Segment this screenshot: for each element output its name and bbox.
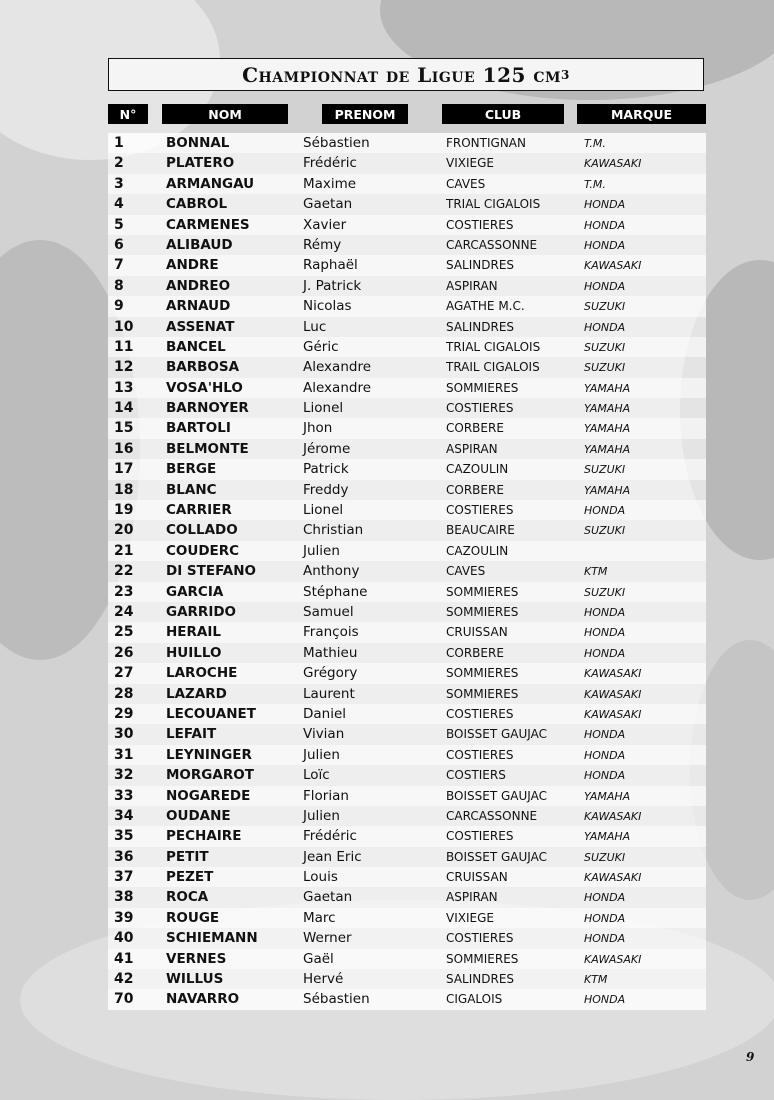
- cell-prenom: Sébastien: [303, 135, 370, 151]
- cell-num: 32: [114, 767, 134, 784]
- cell-nom: GARRIDO: [166, 603, 237, 620]
- cell-num: 30: [114, 726, 134, 743]
- cell-prenom: J. Patrick: [303, 277, 362, 294]
- cell-marque: YAMAHA: [584, 402, 631, 416]
- cell-num: 7: [114, 257, 124, 274]
- table-row: [108, 582, 706, 602]
- cell-club: BEAUCAIRE: [446, 523, 515, 538]
- cell-nom: BELMONTE: [166, 440, 249, 457]
- cell-nom: LECOUANET: [166, 705, 256, 722]
- cell-club: ASPIRAN: [446, 890, 498, 905]
- cell-club: SALINDRES: [446, 972, 515, 987]
- cell-club: CARCASSONNE: [446, 808, 538, 823]
- cell-nom: MORGAROT: [166, 767, 254, 784]
- cell-club: CAZOULIN: [446, 543, 509, 558]
- cell-marque: SUZUKI: [584, 300, 626, 314]
- cell-marque: HONDA: [584, 748, 626, 762]
- cell-marque: HONDA: [584, 769, 626, 783]
- table-row: [108, 643, 706, 663]
- cell-marque: HONDA: [584, 218, 626, 232]
- cell-nom: ALIBAUD: [166, 236, 233, 253]
- table-row: [108, 826, 706, 846]
- cell-num: 5: [114, 216, 124, 233]
- cell-marque: SUZUKI: [584, 585, 626, 599]
- cell-num: 39: [114, 909, 134, 926]
- cell-prenom: François: [303, 624, 359, 641]
- cell-marque: HONDA: [584, 504, 626, 518]
- cell-prenom: Laurent: [303, 685, 355, 702]
- table-row: [108, 867, 706, 887]
- table-row: [108, 215, 706, 235]
- table-row: [108, 786, 706, 806]
- cell-num: 25: [114, 624, 134, 641]
- cell-nom: BONNAL: [166, 135, 230, 151]
- table-row: [108, 378, 706, 398]
- page-title: [108, 58, 704, 91]
- cell-num: 12: [114, 359, 134, 376]
- cell-marque: SUZUKI: [584, 850, 626, 864]
- table-row: [108, 317, 706, 337]
- cell-club: BOISSET GAUJAC: [446, 849, 547, 864]
- cell-club: CORBERE: [446, 482, 504, 497]
- cell-marque: SUZUKI: [584, 361, 626, 375]
- cell-num: 1: [114, 135, 124, 151]
- cell-num: 20: [114, 522, 134, 539]
- cell-prenom: Julien: [303, 807, 340, 824]
- cell-prenom: Nicolas: [303, 298, 352, 315]
- cell-num: 27: [114, 665, 134, 682]
- cell-nom: BLANC: [166, 481, 217, 498]
- cell-prenom: Louis: [303, 869, 338, 886]
- cell-club: SALINDRES: [446, 319, 515, 334]
- cell-marque: KAWASAKI: [584, 952, 642, 966]
- cell-nom: HUILLO: [166, 644, 222, 661]
- cell-nom: PECHAIRE: [166, 828, 242, 845]
- cell-club: COSTIERES: [446, 217, 514, 232]
- cell-club: TRAIL CIGALOIS: [446, 360, 540, 375]
- cell-marque: YAMAHA: [584, 381, 631, 395]
- header-prenom: PRENOM: [322, 104, 408, 124]
- cell-club: CIGALOIS: [446, 992, 503, 1007]
- cell-club: SOMMIERES: [446, 686, 519, 701]
- cell-prenom: Hervé: [303, 971, 344, 988]
- cell-prenom: Julien: [303, 746, 340, 763]
- table-row: [108, 704, 706, 724]
- cell-club: VIXIEGE: [446, 156, 494, 171]
- table-row: [108, 480, 706, 500]
- cell-nom: BARTOLI: [166, 420, 231, 437]
- table-row: [108, 174, 706, 194]
- table-row: [108, 398, 706, 418]
- cell-nom: LEFAIT: [166, 726, 217, 743]
- cell-marque: SUZUKI: [584, 463, 626, 477]
- table-row: [108, 663, 706, 683]
- cell-marque: KAWASAKI: [584, 809, 642, 823]
- table-row: [108, 989, 706, 1009]
- cell-marque: KAWASAKI: [584, 259, 642, 273]
- table-row: [108, 439, 706, 459]
- cell-prenom: Stéphane: [303, 583, 368, 600]
- table-row: [108, 459, 706, 479]
- cell-marque: KAWASAKI: [584, 707, 642, 721]
- cell-num: 35: [114, 828, 134, 845]
- cell-club: SOMMIERES: [446, 604, 519, 619]
- cell-nom: CABROL: [166, 196, 228, 213]
- cell-nom: ANDREO: [166, 277, 231, 294]
- header-marque: MARQUE: [577, 104, 706, 124]
- cell-club: SOMMIERES: [446, 380, 519, 395]
- cell-num: 19: [114, 502, 134, 519]
- table-row: [108, 337, 706, 357]
- table-row: [108, 684, 706, 704]
- page-number: 9: [746, 1050, 755, 1064]
- cell-num: 42: [114, 971, 134, 988]
- cell-nom: VOSA'HLO: [166, 379, 243, 396]
- cell-club: CARCASSONNE: [446, 237, 538, 252]
- cell-marque: HONDA: [584, 932, 626, 946]
- cell-prenom: Lionel: [303, 502, 344, 519]
- table-header: [0, 104, 774, 124]
- cell-nom: GARCIA: [166, 583, 224, 600]
- table-row: [108, 622, 706, 642]
- cell-num: 24: [114, 603, 134, 620]
- table-row: [108, 969, 706, 989]
- cell-prenom: Anthony: [303, 563, 360, 580]
- cell-marque: KAWASAKI: [584, 157, 642, 171]
- cell-club: COSTIERS: [446, 768, 506, 783]
- cell-marque: HONDA: [584, 891, 626, 905]
- table-row: [108, 296, 706, 316]
- cell-nom: OUDANE: [166, 807, 231, 824]
- cell-prenom: Marc: [303, 909, 336, 926]
- cell-nom: BARNOYER: [166, 400, 249, 417]
- cell-club: ASPIRAN: [446, 278, 498, 293]
- cell-nom: ROUGE: [166, 909, 220, 926]
- cell-num: 13: [114, 379, 134, 396]
- cell-club: CRUISSAN: [446, 870, 508, 885]
- cell-num: 11: [114, 338, 134, 355]
- cell-marque: HONDA: [584, 728, 626, 742]
- cell-prenom: Christian: [303, 522, 364, 539]
- cell-nom: ANDRE: [166, 257, 219, 274]
- cell-prenom: Freddy: [303, 481, 349, 498]
- cell-marque: KAWASAKI: [584, 871, 642, 885]
- cell-marque: YAMAHA: [584, 422, 631, 436]
- cell-prenom: Luc: [303, 318, 327, 335]
- cell-club: CRUISSAN: [446, 625, 508, 640]
- table-row: [108, 847, 706, 867]
- table-row: [108, 194, 706, 214]
- cell-nom: BARBOSA: [166, 359, 240, 376]
- cell-num: 18: [114, 481, 134, 498]
- cell-prenom: Gaetan: [303, 889, 353, 906]
- cell-club: AGATHE M.C.: [446, 299, 525, 314]
- cell-club: CAVES: [446, 564, 486, 579]
- cell-num: 26: [114, 644, 134, 661]
- cell-club: COSTIERES: [446, 401, 514, 416]
- cell-nom: ROCA: [166, 889, 209, 906]
- table-row: [108, 357, 706, 377]
- cell-prenom: Vivian: [303, 726, 345, 743]
- cell-num: 2: [114, 155, 124, 172]
- cell-nom: ASSENAT: [166, 318, 235, 335]
- table-row: [108, 765, 706, 785]
- cell-club: COSTIERES: [446, 747, 514, 762]
- table-row: [108, 561, 706, 581]
- cell-club: CORBERE: [446, 645, 504, 660]
- title-superscript: 3: [561, 67, 570, 82]
- cell-prenom: Gaetan: [303, 196, 353, 213]
- table-row: [108, 276, 706, 296]
- cell-nom: LEYNINGER: [166, 746, 252, 763]
- cell-marque: YAMAHA: [584, 442, 631, 456]
- cell-club: COSTIERES: [446, 931, 514, 946]
- cell-club: ASPIRAN: [446, 441, 498, 456]
- cell-num: 29: [114, 705, 134, 722]
- cell-club: COSTIERES: [446, 829, 514, 844]
- cell-marque: SUZUKI: [584, 524, 626, 538]
- cell-prenom: Frédéric: [303, 828, 357, 845]
- cell-marque: HONDA: [584, 279, 626, 293]
- cell-club: COSTIERES: [446, 503, 514, 518]
- cell-num: 33: [114, 787, 134, 804]
- cell-prenom: Patrick: [303, 461, 349, 478]
- cell-prenom: Florian: [303, 787, 349, 804]
- table-row: [108, 602, 706, 622]
- cell-num: 4: [114, 196, 124, 213]
- cell-prenom: Samuel: [303, 603, 354, 620]
- cell-num: 40: [114, 930, 134, 947]
- cell-nom: DI STEFANO: [166, 563, 256, 580]
- title-text: Championnat de Ligue 125 cm: [242, 62, 562, 87]
- cell-nom: COUDERC: [166, 542, 240, 559]
- cell-nom: CARMENES: [166, 216, 250, 233]
- cell-num: 41: [114, 950, 134, 967]
- cell-club: SOMMIERES: [446, 584, 519, 599]
- cell-nom: CARRIER: [166, 502, 232, 519]
- table-row: [108, 418, 706, 438]
- cell-nom: NOGAREDE: [166, 787, 251, 804]
- table-row: [108, 949, 706, 969]
- cell-nom: PLATERO: [166, 155, 235, 172]
- cell-nom: LAROCHE: [166, 665, 238, 682]
- cell-nom: ARMANGAU: [166, 175, 255, 192]
- cell-club: CORBERE: [446, 421, 504, 436]
- cell-club: TRIAL CIGALOIS: [446, 197, 541, 212]
- table-row: [108, 745, 706, 765]
- cell-prenom: Xavier: [303, 216, 347, 233]
- cell-marque: KAWASAKI: [584, 667, 642, 681]
- cell-club: COSTIERES: [446, 706, 514, 721]
- cell-nom: COLLADO: [166, 522, 238, 539]
- table-row: [108, 541, 706, 561]
- cell-prenom: Alexandre: [303, 359, 372, 376]
- cell-club: SOMMIERES: [446, 666, 519, 681]
- cell-num: 28: [114, 685, 134, 702]
- cell-club: CAZOULIN: [446, 462, 509, 477]
- cell-marque: YAMAHA: [584, 483, 631, 497]
- table-row: [108, 724, 706, 744]
- cell-num: 16: [114, 440, 134, 457]
- cell-marque: HONDA: [584, 626, 626, 640]
- cell-club: VIXIEGE: [446, 910, 494, 925]
- cell-marque: HONDA: [584, 238, 626, 252]
- cell-nom: SCHIEMANN: [166, 930, 258, 947]
- table-row: [108, 235, 706, 255]
- cell-marque: YAMAHA: [584, 789, 631, 803]
- table-row: [108, 133, 706, 153]
- cell-nom: VERNES: [166, 950, 227, 967]
- cell-marque: T.M.: [584, 137, 606, 150]
- cell-nom: BANCEL: [166, 338, 226, 355]
- cell-num: 22: [114, 563, 134, 580]
- cell-num: 9: [114, 298, 124, 315]
- table-row: [108, 255, 706, 275]
- cell-club: TRIAL CIGALOIS: [446, 339, 541, 354]
- cell-num: 14: [114, 400, 134, 417]
- cell-prenom: Alexandre: [303, 379, 372, 396]
- cell-nom: ARNAUD: [166, 298, 231, 315]
- cell-prenom: Rémy: [303, 236, 342, 253]
- cell-nom: LAZARD: [166, 685, 227, 702]
- cell-marque: HONDA: [584, 646, 626, 660]
- header-num: N°: [108, 104, 148, 124]
- table-row: [108, 928, 706, 948]
- cell-prenom: Sébastien: [303, 991, 370, 1008]
- cell-prenom: Gaël: [303, 950, 334, 967]
- cell-num: 23: [114, 583, 134, 600]
- cell-prenom: Mathieu: [303, 644, 358, 661]
- cell-prenom: Loïc: [303, 767, 330, 784]
- cell-marque: HONDA: [584, 993, 626, 1007]
- cell-num: 31: [114, 746, 134, 763]
- cell-club: SALINDRES: [446, 258, 515, 273]
- header-club: CLUB: [442, 104, 564, 124]
- cell-prenom: Maxime: [303, 175, 357, 192]
- cell-num: 10: [114, 318, 134, 335]
- cell-nom: WILLUS: [166, 971, 224, 988]
- cell-prenom: Werner: [303, 930, 352, 947]
- cell-nom: PEZET: [166, 869, 214, 886]
- cell-num: 17: [114, 461, 134, 478]
- cell-nom: NAVARRO: [166, 991, 240, 1008]
- cell-num: 21: [114, 542, 134, 559]
- cell-marque: T.M.: [584, 177, 606, 191]
- cell-num: 15: [114, 420, 134, 437]
- cell-num: 8: [114, 277, 124, 294]
- cell-marque: HONDA: [584, 320, 626, 334]
- cell-num: 34: [114, 807, 134, 824]
- cell-marque: HONDA: [584, 198, 626, 212]
- cell-prenom: Lionel: [303, 400, 344, 417]
- cell-marque: SUZUKI: [584, 340, 626, 354]
- cell-prenom: Géric: [303, 338, 339, 355]
- cell-num: 6: [114, 236, 124, 253]
- cell-prenom: Jérome: [303, 440, 351, 457]
- cell-club: BOISSET GAUJAC: [446, 788, 547, 803]
- cell-prenom: Raphaël: [303, 257, 358, 274]
- header-nom: NOM: [162, 104, 288, 124]
- table-row: [108, 500, 706, 520]
- cell-marque: HONDA: [584, 605, 626, 619]
- cell-marque: KTM: [584, 973, 608, 987]
- cell-num: 70: [114, 991, 134, 1008]
- cell-club: FRONTIGNAN: [446, 136, 526, 150]
- cell-prenom: Daniel: [303, 705, 347, 722]
- cell-marque: KTM: [584, 565, 608, 579]
- table-body: [108, 133, 706, 1010]
- cell-num: 37: [114, 869, 134, 886]
- cell-prenom: Grégory: [303, 665, 358, 682]
- cell-prenom: Frédéric: [303, 155, 357, 172]
- cell-marque: KAWASAKI: [584, 687, 642, 701]
- table-row: [108, 520, 706, 540]
- cell-nom: PETIT: [166, 848, 209, 865]
- cell-num: 3: [114, 175, 124, 192]
- cell-num: 38: [114, 889, 134, 906]
- cell-club: SOMMIERES: [446, 951, 519, 966]
- cell-prenom: Julien: [303, 542, 340, 559]
- cell-club: CAVES: [446, 176, 486, 191]
- cell-prenom: Jhon: [303, 420, 333, 437]
- cell-marque: HONDA: [584, 911, 626, 925]
- table-row: [108, 908, 706, 928]
- cell-marque: YAMAHA: [584, 830, 631, 844]
- cell-prenom: Jean Eric: [303, 848, 362, 865]
- table-row: [108, 806, 706, 826]
- cell-club: BOISSET GAUJAC: [446, 727, 547, 742]
- cell-nom: BERGE: [166, 461, 217, 478]
- table-row: [108, 887, 706, 907]
- cell-nom: HERAIL: [166, 624, 221, 641]
- cell-num: 36: [114, 848, 134, 865]
- table-row: [108, 153, 706, 173]
